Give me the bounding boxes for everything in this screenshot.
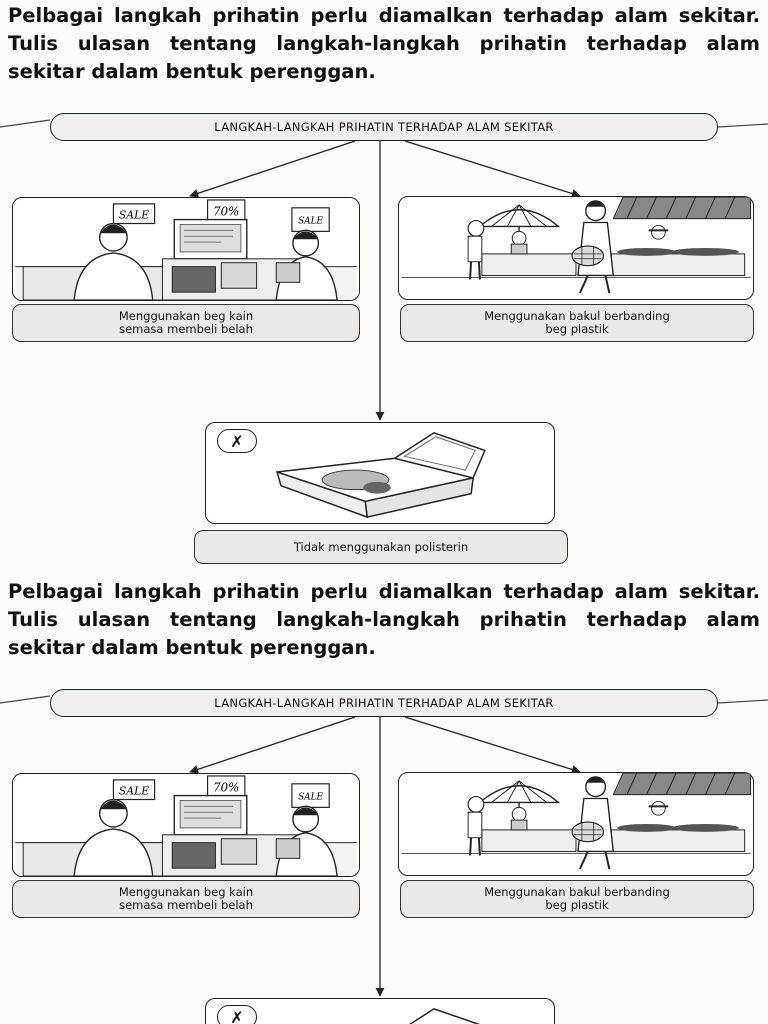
diagram-title-text: LANGKAH-LANGKAH PRIHATIN TERHADAP ALAM SEKITAR bbox=[214, 120, 554, 134]
caption-cloth-bag-line1: Menggunakan beg kain bbox=[118, 309, 254, 323]
worksheet-section-2 bbox=[0, 576, 768, 1024]
polystyrene-box-illustration-repeat bbox=[206, 999, 554, 1024]
cross-mark-icon-repeat: ✗ bbox=[217, 1005, 257, 1024]
caption-cloth-bag-line2-repeat: semasa membeli belah bbox=[119, 898, 253, 912]
caption-cloth-bag-repeat bbox=[12, 880, 360, 918]
caption-basket-repeat bbox=[400, 880, 754, 918]
sign-sale-left: SALE bbox=[118, 208, 150, 222]
diagram-title-repeat bbox=[50, 689, 718, 717]
caption-basket-line2: beg plastik bbox=[545, 322, 609, 336]
caption-basket-line1-repeat: Menggunakan bakul berbanding bbox=[484, 885, 670, 899]
market-scene-illustration bbox=[399, 197, 753, 299]
shopping-scene-illustration bbox=[13, 198, 359, 300]
sign-discount: 70% bbox=[213, 204, 240, 219]
diagram-title-text-repeat: LANGKAH-LANGKAH PRIHATIN TERHADAP ALAM SEKITAR bbox=[214, 696, 554, 710]
sign-sale-right-repeat: SALE bbox=[298, 792, 323, 803]
caption-no-polystyrene-text: Tidak menggunakan polisterin bbox=[293, 539, 469, 554]
caption-no-polystyrene bbox=[194, 530, 568, 564]
cross-mark-icon: ✗ bbox=[217, 429, 257, 453]
caption-cloth-bag bbox=[12, 304, 360, 342]
shopping-scene-panel bbox=[12, 197, 360, 301]
market-scene-panel-repeat bbox=[398, 772, 754, 876]
polystyrene-panel-repeat bbox=[205, 998, 555, 1024]
sign-discount-repeat: 70% bbox=[213, 780, 240, 795]
polystyrene-panel bbox=[205, 422, 555, 524]
instruction-text: Pelbagai langkah prihatin perlu diamalkan terhadap alam sekitar. Tulis ulasan tentang langkah-langkah prihatin terhadap alam sekitar dalam bentuk perenggan. bbox=[8, 4, 760, 83]
instruction-text-repeat: Pelbagai langkah prihatin perlu diamalkan terhadap alam sekitar. Tulis ulasan tentang langkah-langkah prihatin terhadap alam sekitar dalam bentuk perenggan. bbox=[8, 580, 760, 659]
caption-basket bbox=[400, 304, 754, 342]
market-scene-panel bbox=[398, 196, 754, 300]
sign-sale-right: SALE bbox=[298, 216, 323, 227]
shopping-scene-illustration-repeat bbox=[13, 774, 359, 876]
caption-basket-line1: Menggunakan bakul berbanding bbox=[484, 309, 670, 323]
market-scene-illustration-repeat bbox=[399, 773, 753, 875]
caption-cloth-bag-line1-repeat: Menggunakan beg kain bbox=[118, 885, 254, 899]
diagram-title bbox=[50, 113, 718, 141]
polystyrene-box-illustration bbox=[206, 423, 554, 523]
shopping-scene-panel-repeat bbox=[12, 773, 360, 877]
caption-basket-line2-repeat: beg plastik bbox=[545, 898, 609, 912]
sign-sale-left-repeat: SALE bbox=[118, 784, 150, 798]
caption-cloth-bag-line2: semasa membeli belah bbox=[119, 322, 253, 336]
